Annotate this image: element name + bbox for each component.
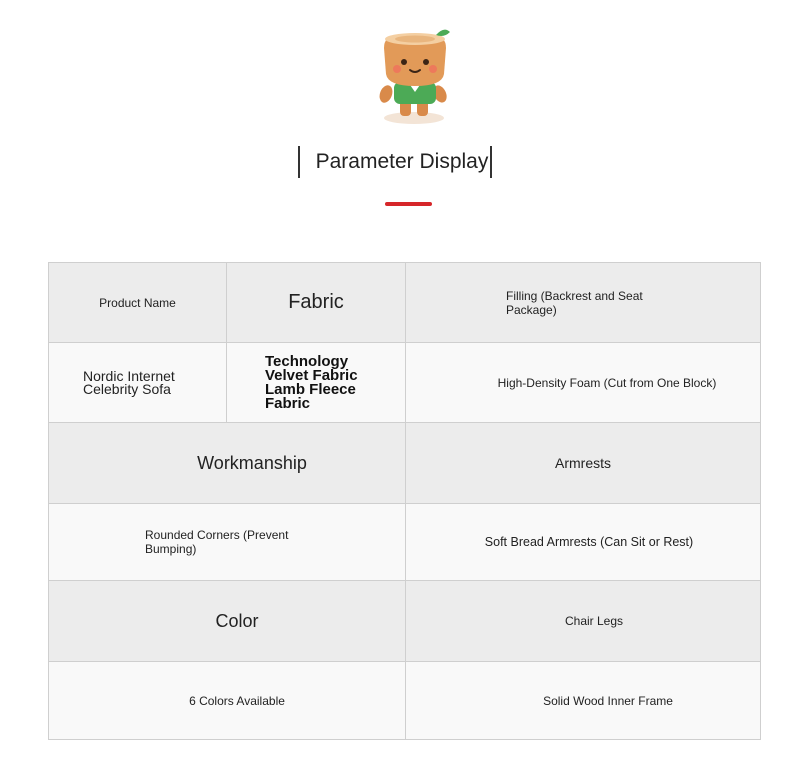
title-accent-bar xyxy=(385,202,432,206)
fabric-label: Fabric xyxy=(288,291,344,313)
product-name-value-cell xyxy=(49,343,227,423)
table-row xyxy=(49,581,760,662)
parameter-table xyxy=(48,262,761,740)
table-row xyxy=(49,662,760,739)
armrests-label-cell xyxy=(406,423,760,504)
workmanship-label: Workmanship xyxy=(197,452,307,473)
table-row xyxy=(49,423,760,504)
chair-legs-value: Solid Wood Inner Frame xyxy=(543,693,673,708)
armrests-value: Soft Bread Armrests (Can Sit or Rest) xyxy=(484,535,694,549)
product-name-label: Product Name xyxy=(99,295,176,310)
workmanship-value: Rounded Corners (Prevent Bumping) xyxy=(145,528,289,556)
chair-legs-label-cell xyxy=(406,581,760,662)
product-name-value: Nordic Internet Celebrity Sofa xyxy=(83,367,175,397)
filling-value: High-Density Foam (Cut from One Block) xyxy=(497,375,717,390)
color-value: 6 Colors Available xyxy=(189,693,285,708)
workmanship-value-cell xyxy=(49,504,406,581)
chair-legs-label: Chair Legs xyxy=(564,614,624,628)
tree-stump-mascot-icon xyxy=(370,26,460,126)
chair-legs-value-cell xyxy=(406,662,760,739)
armrests-value-cell xyxy=(406,504,760,581)
filling-label: Filling (Backrest and Seat Package) xyxy=(506,288,643,317)
color-value-cell xyxy=(49,662,406,739)
filling-value-cell xyxy=(406,343,760,423)
color-label-cell xyxy=(49,581,406,662)
product-name-label-cell xyxy=(49,263,227,343)
filling-label-cell xyxy=(406,263,760,343)
workmanship-label-cell xyxy=(49,423,406,504)
fabric-value: Technology Velvet Fabric Lamb Fleece Fabric xyxy=(265,352,358,412)
table-row xyxy=(49,343,760,423)
fabric-label-cell xyxy=(227,263,406,343)
page-title: Parameter Display xyxy=(298,146,493,178)
fabric-value-cell xyxy=(227,343,406,423)
table-row xyxy=(49,263,760,343)
armrests-label: Armrests xyxy=(555,455,611,471)
color-label: Color xyxy=(215,610,259,631)
table-row xyxy=(49,504,760,581)
